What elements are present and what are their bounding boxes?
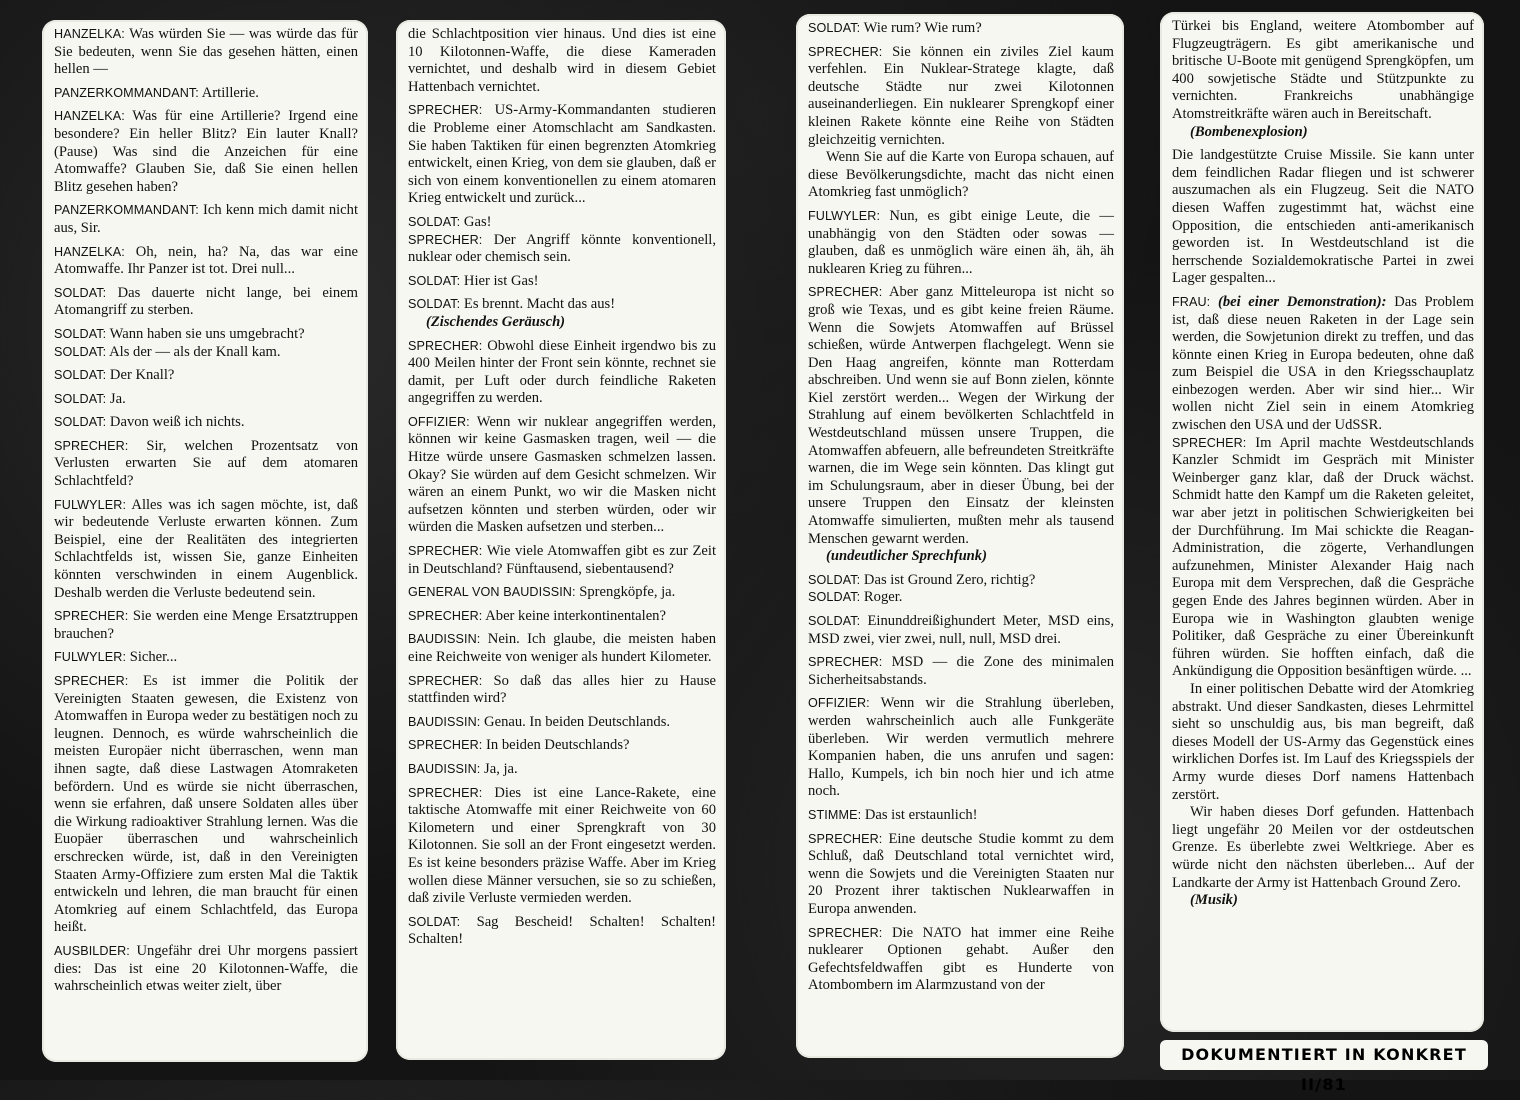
speaker-label: SPRECHER: [1172,435,1247,450]
dialogue-text: Sir, welchen Prozentsatz von Verlusten erwarten Sie auf dem atomaren Schlachtfeld? [54,437,358,490]
speaker-label: FULWYLER: [808,208,881,223]
dialogue-paragraph [54,344,358,362]
speaker-label: SPRECHER: [408,738,483,753]
dialogue-text: Wann haben sie uns umgebracht? [109,325,305,342]
dialogue-text: Gas! [463,213,492,230]
speaker-label: BAUDISSIN: [408,714,481,729]
dialogue-paragraph [1172,294,1474,435]
dialogue-paragraph [408,232,716,267]
inline-direction: (bei einer Demonstration): [1217,293,1387,310]
dialogue-text: Wie viele Atomwaffen gibt es zur Zeit in Deutschland? Fünftausend, siebentausend? [408,543,716,577]
dialogue-text: Wenn Sie auf die Karte von Europa schauen, auf diese Bevölkerungsdichte, macht das nicht einen Atomkrieg fast unmöglich? [808,149,1114,201]
dialogue-paragraph [808,44,1114,150]
speaker-label: SPRECHER: [408,785,483,800]
speaker-label: OFFIZIER: [808,696,870,711]
speaker-label: HANZELKA: [54,109,125,124]
speaker-label: SOLDAT: [54,391,107,406]
dialogue-paragraph [408,737,716,755]
dialogue-text: Sie können ein ziviles Ziel kaum verfehlen. Ein Nuklear-Stratege klagte, daß deutsche Städte nur zwei Kilotonnen auseinanderliegen. Ein nuklearer Sprengkopf einer kleinen Rakete könnte eine Reihe von Städten gleichzeitig vernichten. [808,43,1115,148]
speaker-label: SPRECHER: [808,285,883,300]
dialogue-text: Sicher... [129,649,178,666]
dialogue-text: Das dauerte nicht lange, bei einem Atomangriff zu sterben. [54,284,358,319]
speaker-label: SOLDAT: [54,344,107,359]
dialogue-paragraph [808,925,1114,995]
dialogue-text: Im April machte Westdeutschlands Kanzler Schmidt im Gespräch mit Minister Weinberger ganz klar, daß der Druck wächst. Schmidt hatte den Kampf um die Raketen geleitet, war aber jetzt in politischen Schwierigkeiten bei der Durchführung. Im Mai schickte die Reagan-Administration, die zögerte, Verhandlungen aufzunehmen, Minister Alexander Haig nach Europa mit dem Versprechen, daß die Gespräche gegen Ende des Jahres beginnen würden. Aber in Europa wie in Washington glaubten wenige Politiker, daß Gespräche zu einer Übereinkunft führen würden. Sie hofften einfach, daß die Ankündigung die Opposition besänftigen würde. ... [1172,434,1474,680]
speaker-label: SPRECHER: [54,674,129,688]
speaker-label: SOLDAT: [808,572,861,587]
dialogue-paragraph [808,831,1114,919]
dialogue-text: Aber keine interkontinentalen? [485,607,666,624]
speaker-label: SPRECHER: [408,103,483,118]
stage-direction: (Zischendes Geräusch) [426,313,566,330]
dialogue-paragraph [408,631,716,666]
dialogue-text: Sie werden eine Menge Ersatztruppen brauchen? [54,608,358,642]
speaker-label: HANZELKA: [54,244,125,259]
stage-direction: (Bombenexplosion) [1190,123,1308,140]
dialogue-paragraph [808,807,1114,825]
dialogue-text: Es brennt. Macht das aus! [463,296,616,313]
speaker-label: PANZERKOMMANDANT: [54,203,199,218]
speaker-label: SOLDAT: [408,297,461,312]
dialogue-paragraph [408,26,716,96]
dialogue-text: Sprengköpfe, ja. [579,584,676,601]
speaker-label: SPRECHER: [408,673,483,688]
dialogue-paragraph [408,785,716,908]
dialogue-paragraph [408,608,716,626]
speaker-label: SPRECHER: [408,232,483,247]
speaker-label: STIMME: [808,807,862,822]
speaker-label: SOLDAT: [54,326,107,341]
dialogue-paragraph [54,244,358,279]
dialogue-paragraph [808,208,1114,278]
speaker-label: SOLDAT: [408,914,461,929]
dialogue-text: Roger. [863,589,903,606]
dialogue-paragraph [54,497,358,603]
dialogue-text: Die landgestützte Cruise Missile. Sie kann unter dem feindlichen Radar fliegen und ist schwerer auszumachen als ein Flugzeug. Seit die NATO diesen Waffen zugestimmt hat, wächst eine Opposition, die entschieden anti-amerikanisch geworden ist. In Westdeutschland ist die herrschende Sozialdemokratische Partei in zwei Lager gespalten... [1172,147,1474,287]
dialogue-text: Oh, nein, ha? Na, das war eine Atomwaffe. Ihr Panzer ist tot. Drei null... [54,243,358,278]
dialogue-paragraph [408,214,716,232]
speaker-label: BAUDISSIN: [408,632,481,647]
dialogue-paragraph [54,438,358,491]
dialogue-paragraph [408,914,716,949]
dialogue-text: Ja. [109,390,126,407]
speaker-label: SPRECHER: [808,655,883,670]
dialogue-paragraph [408,273,716,291]
dialogue-paragraph [408,296,716,314]
dialogue-text: Sag Bescheid! Schalten! Schalten! Schalten! [408,913,716,948]
dialogue-text: US-Army-Kommandanten studieren die Probleme einer Atomschlacht am Sandkasten. Sie haben Taktiken für einen begrenzten Atomkrieg entwickelt, einen Krieg, von dem sie glauben, daß er sich von einem konventionellen zu einem atomaren Krieg entwickelt und zurück... [408,102,716,207]
dialogue-text: Ungefähr drei Uhr morgens passiert dies: Das ist eine 20 Kilotonnen-Waffe, die wahrscheinlich etwas weiter zielt, über [54,942,358,995]
speaker-label: SOLDAT: [808,590,861,605]
speaker-label: AUSBILDER: [54,943,130,958]
dialogue-paragraph [54,608,358,643]
dialogue-text: Was für eine Artillerie? Irgend eine besondere? Ein heller Blitz? Ein lauter Knall? (Pause) Was sind die Anzeichen für eine Atomwaffe? Glauben Sie, daß Sie einen hellen Blitz gesehen haben? [54,108,358,195]
speaker-label: SOLDAT: [408,214,461,229]
dialogue-text: die Schlachtposition vier hinaus. Und dies ist eine 10 Kilotonnen-Waffe, die diese Kameraden vernichtet, und deshalb wird in diesem Gebiet Hattenbach vernichtet. [408,26,716,95]
dialogue-paragraph [1172,147,1474,288]
dialogue-paragraph [54,202,358,237]
speaker-label: HANZELKA: [54,27,125,41]
dialogue-text: Türkei bis England, weitere Atombomber auf Flugzeugträgern. Es gibt amerikanische und britische U-Boote mit genügend Sprengköpfen, um 400 sowjetische Städte und Stützpunkte zu vernichten. Frankreichs unabhängige Atomstreitkräfte wären auch in Bereitschaft. [1172,18,1474,122]
dialogue-paragraph [408,338,716,408]
dialogue-paragraph [808,284,1114,548]
dialogue-text: Die NATO hat immer eine Reihe nuklearer Optionen gehabt. Außer den Gefechtsfeldwaffen gibt es Hunderte von Atombombern im Alarmzustand von der [808,924,1114,994]
dialogue-text: Was würden Sie — was würde das für Sie bedeuten, wenn Sie das gesehen hätten, einen hellen — [54,26,358,78]
speaker-label: SPRECHER: [54,438,129,453]
speaker-label: SOLDAT: [808,614,861,628]
dialogue-text: Nun, es gibt einige Leute, die — unabhängig von den Städten oder sowas — glauben, daß es unmöglich wäre einen äh, äh, äh nuklearen Krieg zu führen... [808,207,1114,277]
dialogue-text: Alles was ich sagen möchte, ist, daß wir bedeutende Verluste erwarten können. Zum Beispiel, eine der Realitäten des integrierten Schlachtfelds ist, wissen Sie, ganze Einheiten könnten verschwinden in einem Augenblick. Deshalb werden die Verluste bedeutend sein. [54,496,359,601]
speaker-label: FULWYLER: [54,497,127,512]
speaker-label: SOLDAT: [54,368,107,383]
dialogue-text: Als der — als der Knall kam. [109,343,281,360]
text-column-2 [396,20,726,1060]
dialogue-text: Das ist erstaunlich! [864,806,978,823]
dialogue-paragraph [808,149,1114,202]
dialogue-paragraph [808,613,1114,648]
dialogue-paragraph [54,108,358,196]
source-footer: DOKUMENTIERT IN KONKRET II/81 [1160,1040,1488,1070]
dialogue-paragraph [808,695,1114,801]
speaker-label: SOLDAT: [54,415,107,430]
speaker-label: SOLDAT: [54,285,107,300]
dialogue-text: Der Knall? [109,367,175,384]
dialogue-text: Aber ganz Mitteleuropa ist nicht so groß wie Texas, und es gibt keine freien Räume. Wenn die Sowjets Atomwaffen auf Brüssel schießen, würde Antwerpen flachgelegt. Wenn sie Den Haag angreifen, könnte man Rotterdam abschreiben. Und wenn sie auf Bonn zielen, könnte Kiel zerstört werden... Wegen der Wirkung der Strahlung auf einem bevölkerten Schlachtfeld in Westdeutschland müssen unsere Truppen, die Atomwaffen abfeuern, alle befreundeten Streitkräfte warnen, die im Wege sein könnten. Das klingt gut im Schulungsraum, aber in dieser Übung, bei der unsere Truppen den Einsatz der kleinsten Atomwaffe simulierten, mußten mehr als tausend Menschen gewarnt werden. [808,284,1114,547]
dialogue-text: Genau. In beiden Deutschlands. [484,713,671,730]
stage-direction: (undeutlicher Sprechfunk) [826,548,987,565]
speaker-label: SOLDAT: [808,21,861,35]
dialogue-paragraph [54,414,358,432]
dialogue-text: Das Problem ist, daß diese neuen Raketen in der Lage sein werden, die Sowjetunion direkt zu treffen, und das könnte einen Krieg in Europa bedeuten, ohne daß zum Beispiel die USA in den Kriegsschauplatz einbezogen werden. Aber wir sind hier... Wir wollen nicht Ziel sein in einem Atomkrieg zwischen den USA und der UdSSR. [1172,293,1474,434]
dialogue-paragraph [1172,18,1474,124]
dialogue-paragraph [408,714,716,732]
speaker-label: SPRECHER: [408,608,483,623]
dialogue-paragraph [408,543,716,578]
dialogue-paragraph [1172,435,1474,681]
dialogue-paragraph [54,285,358,320]
dialogue-text: Wie rum? Wie rum? [863,20,982,36]
speaker-label: SPRECHER: [408,544,483,559]
dialogue-paragraph [54,673,358,937]
text-column-3 [796,14,1124,1058]
text-column-1 [42,20,368,1062]
dialogue-text: Wir haben dieses Dorf gefunden. Hattenbach liegt ungefähr 20 Meilen vor der ostdeutschen Grenze. Es überlebte zwei Weltkriege. Aber es würde nicht den nächsten überleben... Auf der Landkarte der Army ist Hattenbach Ground Zero. [1172,804,1474,891]
speaker-label: OFFIZIER: [408,414,470,429]
dialogue-text: Eine deutsche Studie kommt zu dem Schluß, daß Deutschland total vernichtet wird, wenn die Sowjets und die Vereinigten Staaten nur 20 Prozent ihrer taktischen Nuklearwaffen in Europa anwenden. [808,830,1114,917]
dialogue-paragraph [54,943,358,996]
text-column-4 [1160,12,1484,1032]
dialogue-text: So daß das alles hier zu Hause stattfinden wird? [408,672,716,707]
dialogue-paragraph [54,326,358,344]
dialogue-paragraph [408,584,716,602]
speaker-label: SPRECHER: [408,338,483,353]
dialogue-paragraph [54,649,358,667]
dialogue-text: Einunddreißighundert Meter, MSD eins, MSD zwei, vier zwei, null, null, MSD drei. [808,613,1115,647]
dialogue-text: In beiden Deutschlands? [486,737,630,754]
speaker-label: SPRECHER: [808,831,883,846]
dialogue-text: Obwohl diese Einheit irgendwo bis zu 400 Meilen hinter der Front sein könnte, rechnet sie damit, per Luft oder durch feindliche Raketen angegriffen zu werden. [408,337,716,407]
speaker-label: BAUDISSIN: [408,761,481,776]
speaker-label: SPRECHER: [808,925,883,940]
dialogue-paragraph [408,414,716,537]
dialogue-text: Nein. Ich glaube, die meisten haben eine Reichweite von weniger als hundert Kilometer. [408,631,716,665]
dialogue-text: Wenn wir die Strahlung überleben, werden wahrscheinlich auch alle Funkgeräte überleben. Wir werden vermutlich mehrere Kompanien haben, die uns anrufen und sagen: Hallo, Kumpels, ich bin noch hier und ich atme noch. [808,695,1114,800]
dialogue-text: In einer politischen Debatte wird der Atomkrieg abstrakt. Und dieser Sandkasten, dieses Lehrmittel sieht so unschuldig aus, bis man begreift, daß dieses Modell der US-Army das Gegenstück eines wirklichen Dorfes ist. Im Lauf des Kriegsspiels der Army wurde dieses Dorf namens Hattenbach zerstört. [1172,680,1474,803]
stage-direction: (Musik) [1190,892,1238,909]
dialogue-paragraph [808,589,1114,607]
dialogue-paragraph [54,367,358,385]
dialogue-paragraph [54,26,358,79]
dialogue-paragraph [54,85,358,103]
dialogue-paragraph [54,391,358,409]
dialogue-paragraph [408,761,716,779]
speaker-label: FULWYLER: [54,650,127,665]
dialogue-paragraph [1172,804,1474,892]
dialogue-paragraph [808,654,1114,689]
speaker-label: PANZERKOMMANDANT: [54,85,199,100]
dialogue-paragraph [1172,681,1474,804]
dialogue-paragraph [408,102,716,208]
dialogue-text: Ja, ja. [484,760,518,777]
dialogue-text: Ich kenn mich damit nicht aus, Sir. [54,202,358,236]
dialogue-paragraph [808,572,1114,590]
dialogue-text: Der Angriff könnte konventionell, nuklear oder chemisch sein. [408,231,716,266]
speaker-label: SPRECHER: [808,44,883,59]
dialogue-paragraph [808,20,1114,38]
dialogue-text: Wenn wir nuklear angegriffen werden, können wir keine Gasmasken tragen, weil — die Hitze würde unsere Gasmasken schmelzen lassen. Okay? Sie würden auf dem Gesicht schmelzen. Wir wären an einem Punkt, wo wir die Masken nicht aufsetzen könnten und sterben würden, oder wir würden die Masken aufsetzen und sterben... [408,413,717,536]
speaker-label: GENERAL VON BAUDISSIN: [408,585,576,600]
dialogue-text: Das ist Ground Zero, richtig? [863,571,1036,588]
dialogue-text: Dies ist eine Lance-Rakete, eine taktische Atomwaffe mit einer Reichweite von 60 Kilometern und einer Sprengkraft von 30 Kilotonnen. Sie soll an der Front eingesetzt werden. Es ist keine besonders präzise Waffe. Aber im Krieg wollen diese Männer versuchen, sie so zu schießen, daß zivile Verluste vermieden werden. [408,784,716,907]
speaker-label: SPRECHER: [54,609,129,624]
speaker-label: FRAU: [1172,294,1211,309]
dialogue-text: Davon weiß ich nichts. [109,414,245,431]
dialogue-text: Es ist immer die Politik der Vereinigten Staaten gewesen, die Existenz von Atomwaffen in Europa weder zu bestätigen noch zu leugnen. Dennoch, es würde wahrscheinlich die meisten Europäer nicht überraschen, wenn man ihnen sagte, daß diese Lastwagen Atomraketen befördern. Und es würde sie nicht überraschen, wenn sie erfahren, daß unsere Soldaten alles über die Wirkung radioaktiver Strahlung lernen. Was die Euopäer überraschen und wahrscheinlich erschrecken würde, ist, daß in den Vereinigten Staaten Army-Offiziere zum ersten Mal die Taktik entwickeln und lehren, die man braucht für einen Atomkrieg auf einem Schlachtfeld, das Europa heißt. [54,673,358,936]
dialogue-text: MSD — die Zone des minimalen Sicherheitsabstands. [808,654,1114,688]
dialogue-text: Artillerie. [201,84,259,101]
speaker-label: SOLDAT: [408,273,461,288]
dialogue-paragraph [408,673,716,708]
dialogue-text: Hier ist Gas! [463,272,539,289]
